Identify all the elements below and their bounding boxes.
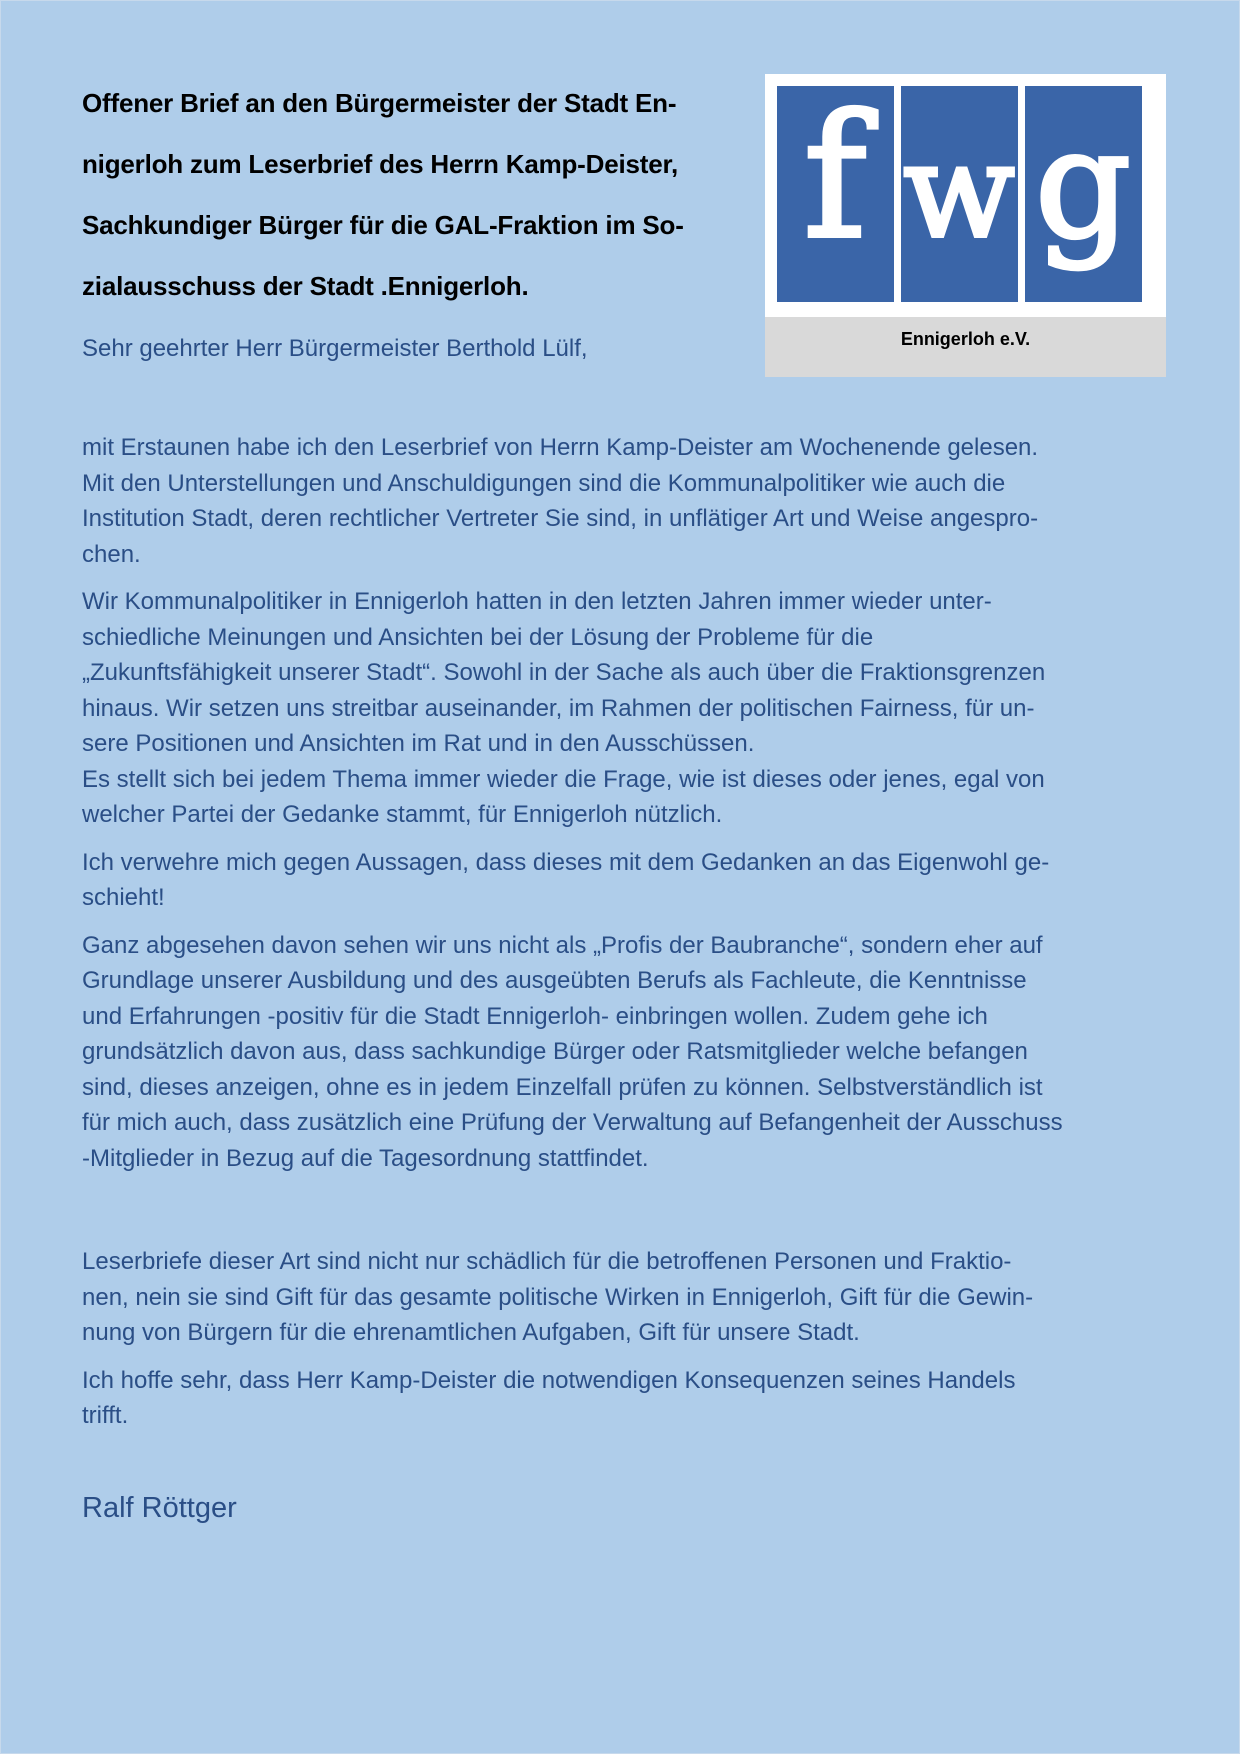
title-line: Offener Brief an den Bürgermeister der Stadt En-	[82, 88, 677, 118]
title-line: zialausschuss der Stadt .Ennigerloh.	[82, 271, 529, 301]
paragraph	[82, 430, 1182, 572]
svg-text:w: w	[903, 115, 1015, 267]
paragraph-line: chen.	[82, 540, 141, 568]
paragraph-line: Es stellt sich bei jedem Thema immer wieder die Frage, wie ist dieses oder jenes, egal von	[82, 765, 1045, 793]
logo-panel-g	[1025, 86, 1142, 302]
paragraph-line: Institution Stadt, deren rechtlicher Vertreter Sie sind, in unflätiger Art und Weise angespro-	[82, 505, 1039, 532]
paragraph	[82, 845, 1182, 916]
paragraph-line: schieht!	[82, 884, 165, 911]
paragraph-line: Ich hoffe sehr, dass Herr Kamp-Deister die notwendigen Konsequenzen seines Handels	[82, 1366, 1016, 1394]
paragraph-line: Leserbriefe dieser Art sind nicht nur schädlich für die betroffenen Personen und Fraktio-	[82, 1248, 1012, 1275]
paragraph-line: schiedliche Meinungen und Ansichten bei der Lösung der Probleme für die	[82, 623, 874, 651]
paragraph-line: sind, dieses anzeigen, ohne es in jedem Einzelfall prüfen zu können. Selbstverständlich ist	[82, 1073, 1043, 1101]
title-line: nigerloh zum Leserbrief des Herrn Kamp-Deister,	[82, 149, 678, 179]
paragraph	[82, 1244, 1182, 1351]
paragraph-line: für mich auch, dass zusätzlich eine Prüfung der Verwaltung auf Befangenheit der Ausschuss	[82, 1109, 1063, 1136]
paragraph-line: grundsätzlich davon aus, dass sachkundige Bürger oder Ratsmitglieder welche befangen	[82, 1038, 1028, 1065]
logo-caption: Ennigerloh e.V.	[765, 317, 1166, 377]
logo-letter-f	[777, 86, 894, 302]
title-line: Sachkundiger Bürger für die GAL-Fraktion im So-	[82, 210, 684, 240]
signature: Ralf Röttger	[82, 1492, 237, 1524]
letter-body	[82, 430, 1182, 1446]
paragraph-line: trifft.	[82, 1402, 129, 1429]
paragraph-line: Mit den Unterstellungen und Anschuldigungen sind die Kommunalpolitiker wie auch die	[82, 469, 1006, 497]
logo-letter-g	[1025, 86, 1142, 302]
paragraph-spacer	[82, 1188, 1182, 1244]
paragraph-line: nen, nein sie sind Gift für das gesamte politische Wirken in Ennigerloh, Gift für die Gewin-	[82, 1283, 1034, 1311]
paragraph-line: Grundlage unserer Ausbildung und des ausgeübten Berufs als Fachleute, die Kenntnisse	[82, 967, 1027, 994]
paragraph-line: Wir Kommunalpolitiker in Ennigerloh hatten in den letzten Jahren immer wieder unter-	[82, 588, 992, 615]
logo-panel-f	[777, 86, 894, 302]
salutation: Sehr geehrter Herr Bürgermeister Berthold Lülf,	[82, 335, 588, 362]
logo-panel-w	[901, 86, 1018, 302]
paragraph	[82, 584, 1182, 833]
paragraph-line: nung von Bürgern für die ehrenamtlichen Aufgaben, Gift für unsere Stadt.	[82, 1319, 860, 1346]
svg-text:f: f	[803, 86, 867, 277]
paragraph-line: Ganz abgesehen davon sehen wir uns nicht als „Profis der Baubranche“, sondern eher auf	[82, 931, 1043, 959]
paragraph	[82, 1363, 1182, 1434]
paragraph	[82, 928, 1182, 1177]
letter-title	[82, 73, 752, 317]
fwg-logo	[765, 74, 1166, 377]
paragraph-line: welcher Partei der Gedanke stammt, für Ennigerloh nützlich.	[82, 801, 723, 828]
paragraph-line: sere Positionen und Ansichten im Rat und in den Ausschüssen.	[82, 730, 755, 757]
paragraph-line: hinaus. Wir setzen uns streitbar auseinander, im Rahmen der politischen Fairness, für un-	[82, 694, 1035, 722]
paragraph-line: -Mitglieder in Bezug auf die Tagesordnung stattfindet.	[82, 1144, 649, 1172]
paragraph-line: „Zukunftsfähigkeit unserer Stadt“. Sowohl in der Sache als auch über die Fraktionsgrenzen	[82, 659, 1046, 686]
paragraph-line: Ich verwehre mich gegen Aussagen, dass dieses mit dem Gedanken an das Eigenwohl ge-	[82, 848, 1050, 876]
svg-text:g: g	[1034, 98, 1132, 272]
logo-letter-w	[901, 86, 1018, 302]
paragraph-line: und Erfahrungen -positiv für die Stadt Ennigerloh- einbringen wollen. Zudem gehe ich	[82, 1002, 988, 1030]
paragraph-line: mit Erstaunen habe ich den Leserbrief von Herrn Kamp-Deister am Wochenende gelesen.	[82, 434, 1039, 461]
